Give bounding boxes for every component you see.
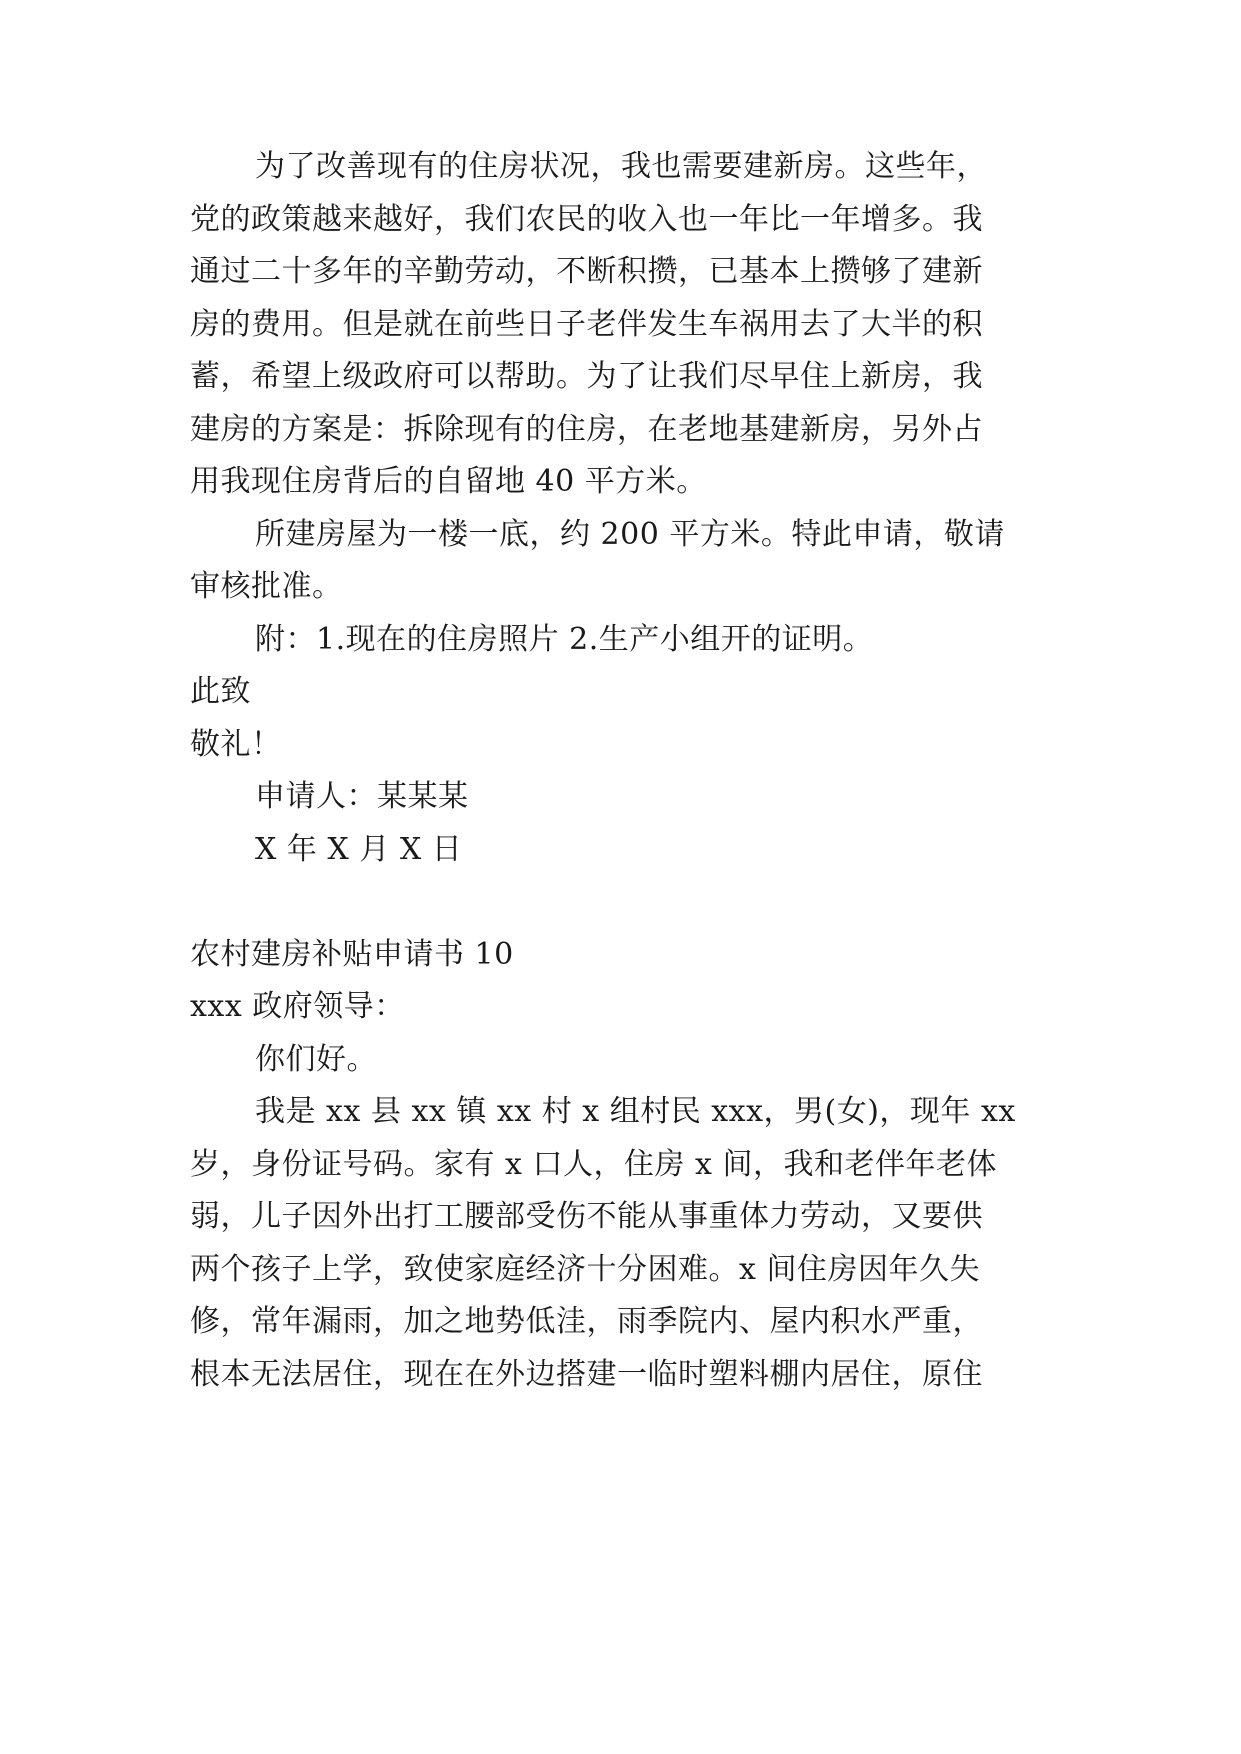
paragraph-line: 通过二十多年的辛勤劳动，不断积攒，已基本上攒够了建新 [190, 254, 983, 289]
paragraph-line: 修，常年漏雨，加之地势低洼，雨季院内、屋内积水严重， [190, 1304, 983, 1339]
paragraph-line: 两个孩子上学，致使家庭经济十分困难。x 间住房因年久失 [190, 1252, 980, 1287]
section-title: 农村建房补贴申请书 10 [190, 937, 514, 972]
attachment-line: 附：1.现在的住房照片 2.生产小组开的证明。 [255, 622, 874, 657]
paragraph-line: 审核批准。 [190, 569, 343, 604]
paragraph-line: 岁，身份证号码。家有 x 口人，住房 x 间，我和老伴年老体 [190, 1147, 997, 1182]
paragraph-line: 我是 xx 县 xx 镇 xx 村 x 组村民 xxx，男(女)，现年 xx [255, 1094, 1016, 1129]
salutation-line: xxx 政府领导： [190, 989, 405, 1024]
paragraph-line: 用我现住房背后的自留地 40 平方米。 [190, 464, 707, 499]
paragraph-line: 蓄，希望上级政府可以帮助。为了让我们尽早住上新房，我 [190, 359, 983, 394]
paragraph-line: 弱，儿子因外出打工腰部受伤不能从事重体力劳动，又要供 [190, 1199, 983, 1234]
paragraph-line: 根本无法居住，现在在外边搭建一临时塑料棚内居住，原住 [190, 1357, 983, 1392]
greeting-line: 你们好。 [255, 1042, 377, 1077]
paragraph-line: 党的政策越来越好，我们农民的收入也一年比一年增多。我 [190, 202, 983, 237]
closing-line: 敬礼！ [190, 727, 282, 762]
date-line: X 年 X 月 X 日 [255, 832, 463, 867]
paragraph-line: 为了改善现有的住房状况，我也需要建新房。这些年， [255, 149, 987, 184]
closing-line: 此致 [190, 674, 251, 709]
paragraph-line: 房的费用。但是就在前些日子老伴发生车祸用去了大半的积 [190, 307, 983, 342]
applicant-line: 申请人：某某某 [255, 779, 469, 814]
paragraph-line: 建房的方案是：拆除现有的住房，在老地基建新房，另外占 [190, 412, 983, 447]
paragraph-line: 所建房屋为一楼一底，约 200 平方米。特此申请，敬请 [255, 517, 1005, 552]
